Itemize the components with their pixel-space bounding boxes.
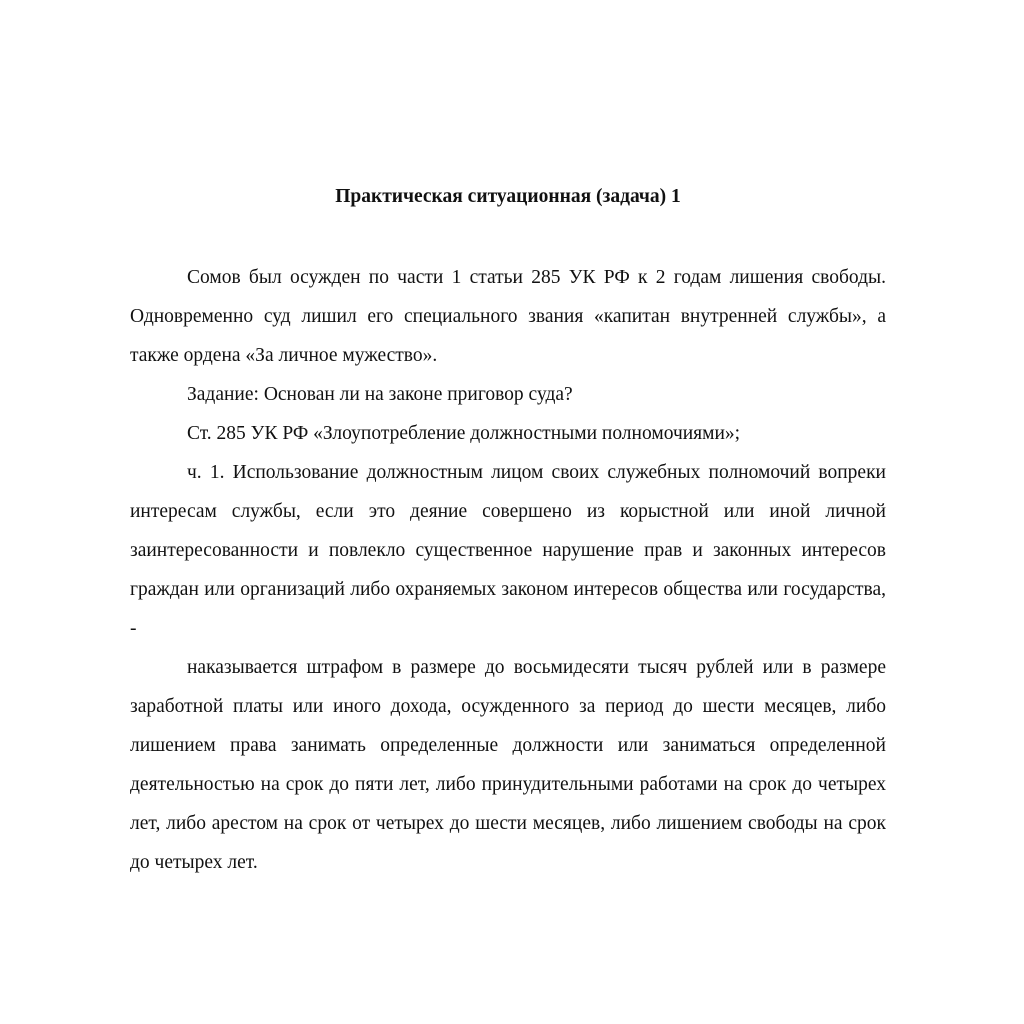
case-description-paragraph: Сомов был осужден по части 1 статьи 285 УК РФ к 2 годам лишения свободы. Одновременно суд лишил его специального звания «капитан внутренней службы», а также ордена «За личное мужество». — [130, 267, 886, 366]
document-title: Практическая ситуационная (задача) 1 — [335, 186, 681, 207]
document-page — [130, 182, 886, 882]
article-title-paragraph: Ст. 285 УК РФ «Злоупотребление должностными полномочиями»; — [187, 423, 741, 444]
task-question-paragraph: Задание: Основан ли на законе приговор суда? — [187, 384, 573, 405]
punishment-paragraph: наказывается штрафом в размере до восьмидесяти тысяч рублей или в размере заработной платы или иного дохода, осужденного за период до шести месяцев, либо лишением права занимать определенные должности или заниматься определенной деятельностью на срок до пяти лет, либо принудительными работами на срок до четырех лет, либо арестом на срок от четырех до шести месяцев, либо лишением свободы на срок до четырех лет. — [130, 657, 886, 873]
article-part-1-paragraph: ч. 1. Использование должностным лицом своих служебных полномочий вопреки интересам службы, если это деяние совершено из корыстной или иной личной заинтересованности и повлекло существенное нарушение прав и законных интересов граждан или организаций либо охраняемых законом интересов общества или государства, - — [130, 462, 886, 639]
